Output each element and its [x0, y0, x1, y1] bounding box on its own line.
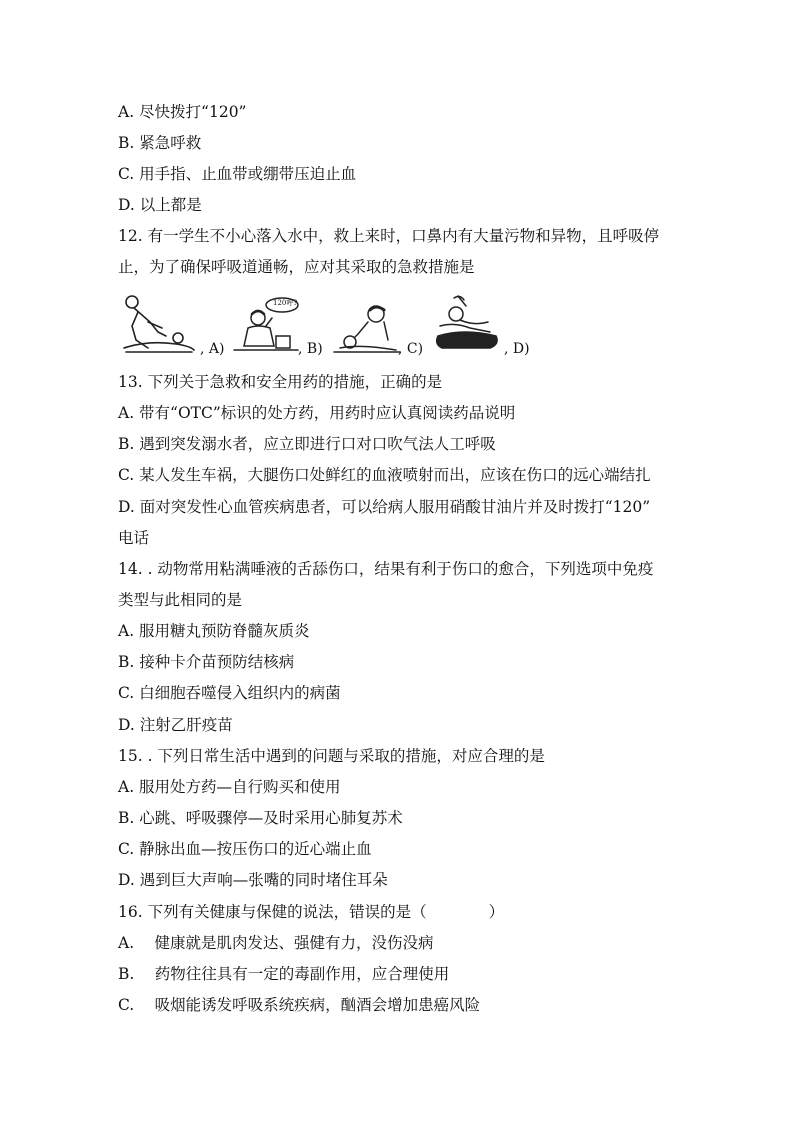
- q13-option-d-line1: D. 面对突发性心血管疾病患者，可以给病人服用硝酸甘油片并及时拨打“120”: [118, 498, 651, 516]
- cpr-chest-compression-icon: [118, 292, 200, 356]
- q14-stem-line1: 14. . 动物常用粘满唾液的舌舔伤口，结果有利于伤口的愈合，下列选项中免疫: [118, 560, 654, 578]
- q15-stem: 15. . 下列日常生活中遇到的问题与采取的措施，对应合理的是: [118, 747, 545, 765]
- q15-option-d: D. 遇到巨大声响—张嘴的同时堵住耳朵: [118, 871, 388, 889]
- image-d-caption: , D): [504, 341, 530, 357]
- q16-stem: 16. 下列有关健康与保健的说法，错误的是（ ）: [118, 903, 505, 921]
- q16-option-a: A. 健康就是肌肉发达、强健有力，没伤没病: [118, 934, 434, 952]
- q14-stem-line2: 类型与此相同的是: [118, 591, 243, 609]
- q13-option-b: B. 遇到突发溺水者，应立即进行口对口吹气法人工呼吸: [118, 435, 496, 453]
- q15-option-a: A. 服用处方药—自行购买和使用: [118, 778, 341, 796]
- q13-stem: 13. 下列关于急救和安全用药的措施，正确的是: [118, 373, 443, 391]
- q13-option-c: C. 某人发生车祸，大腿伤口处鲜红的血液喷射而出，应该在伤口的远心端结扎: [118, 466, 651, 484]
- q15-option-c: C. 静脉出血—按压伤口的近心端止血: [118, 840, 372, 858]
- phone-call-120-icon: [230, 296, 302, 356]
- q16-option-b: B. 药物往往具有一定的毒副作用，应合理使用: [118, 965, 450, 983]
- option-b: B. 紧急呼救: [118, 134, 202, 152]
- clear-airway-icon: [330, 300, 402, 356]
- image-a-caption: , A): [200, 341, 225, 357]
- image-b-caption: , B): [298, 341, 323, 357]
- q12-stem-line2: 止，为了确保呼吸道通畅，应对其采取的急救措施是: [118, 258, 475, 276]
- q14-option-b: B. 接种卡介苗预防结核病: [118, 653, 295, 671]
- bubble-text: 120呼?: [273, 299, 298, 307]
- mouth-to-mouth-icon: [430, 292, 504, 354]
- q13-option-a: A. 带有“OTC”标识的处方药，用药时应认真阅读药品说明: [118, 404, 516, 422]
- q14-option-d: D. 注射乙肝疫苗: [118, 716, 233, 734]
- q15-option-b: B. 心跳、呼吸骤停—及时采用心肺复苏术: [118, 809, 403, 827]
- q16-option-c: C. 吸烟能诱发呼吸系统疾病，酗酒会增加患癌风险: [118, 996, 481, 1014]
- option-c: C. 用手指、止血带或绷带压迫止血: [118, 165, 357, 183]
- option-d: D. 以上都是: [118, 196, 202, 214]
- q14-option-a: A. 服用糖丸预防脊髓灰质炎: [118, 622, 310, 640]
- image-c-caption: , C): [398, 341, 424, 357]
- q14-option-c: C. 白细胞吞噬侵入组织内的病菌: [118, 684, 341, 702]
- q12-stem-line1: 12. 有一学生不小心落入水中，救上来时，口鼻内有大量污物和异物，且呼吸停: [118, 227, 660, 245]
- q13-option-d-line2: 电话: [118, 529, 150, 547]
- option-a: A. 尽快拨打“120”: [118, 103, 247, 121]
